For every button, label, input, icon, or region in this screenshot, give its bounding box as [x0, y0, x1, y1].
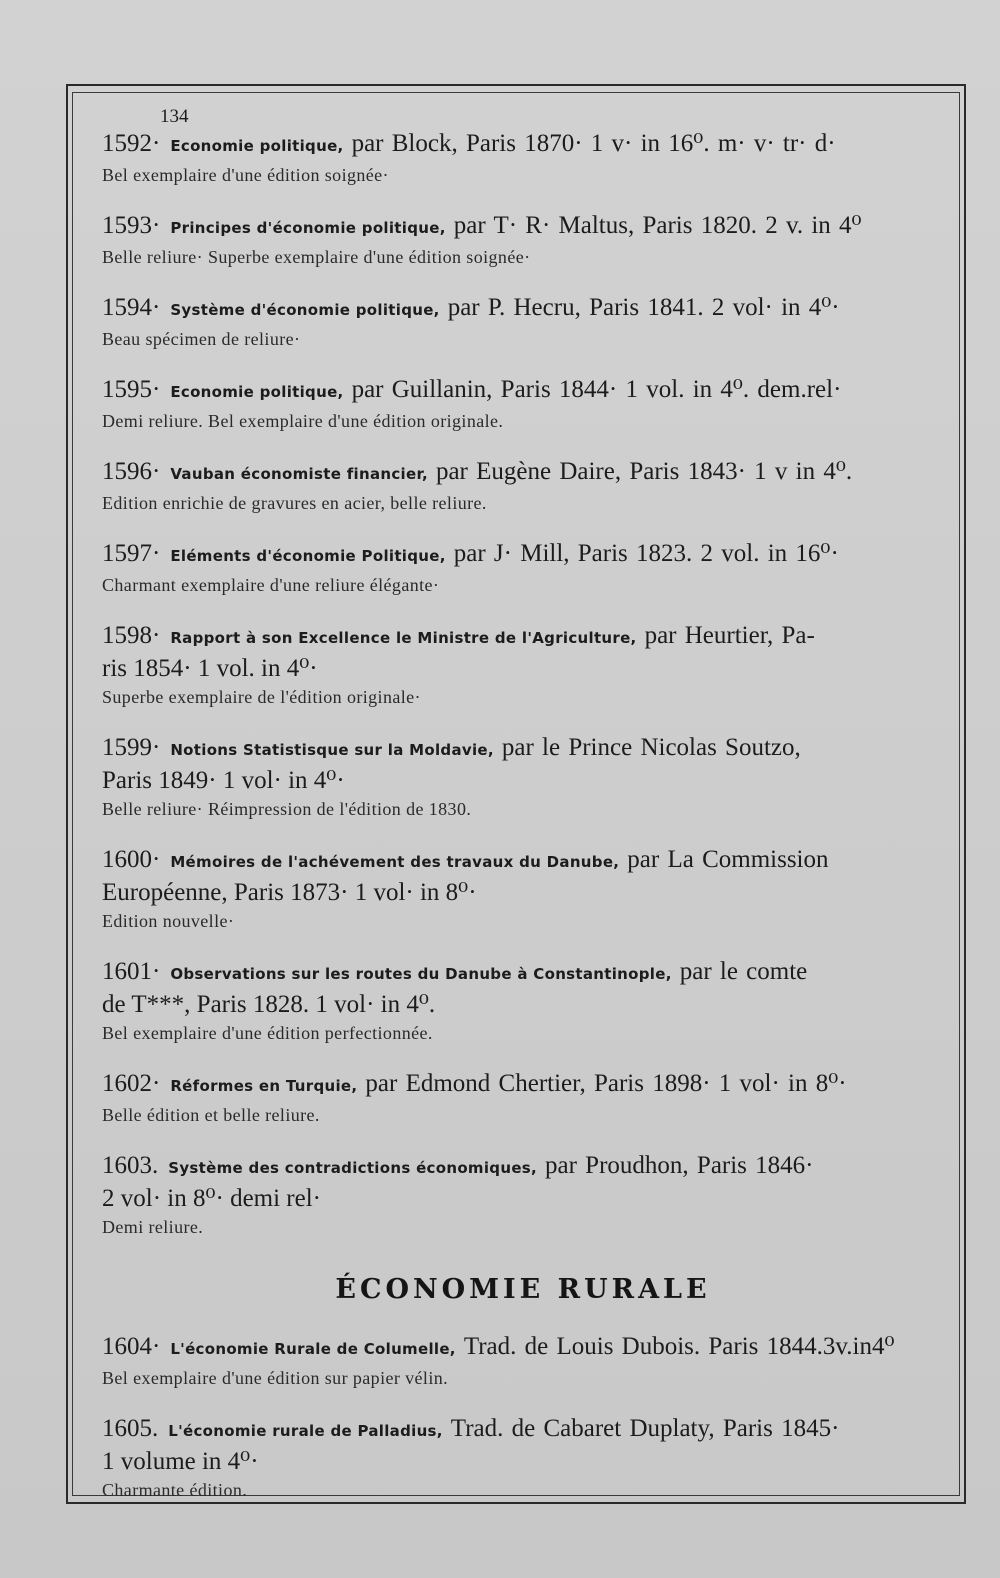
entry-details: par P. Hecru, Paris 1841. 2 vol· in 4⁰· [447, 294, 840, 321]
entry-details: Trad. de Cabaret Duplaty, Paris 1845· [450, 1415, 840, 1442]
catalogue-entry [102, 292, 944, 352]
catalogue-entry [102, 1068, 944, 1128]
catalogue-entry [102, 1331, 944, 1391]
entry-number: 1605. [102, 1415, 159, 1442]
entry-continuation: Paris 1849· 1 vol· in 4⁰· [102, 767, 345, 794]
entry-number: 1604· [102, 1333, 161, 1360]
catalogue-entry [102, 374, 944, 434]
entry-note: Demi reliure. [102, 1217, 204, 1237]
entry-title: Vauban économiste financier, [170, 465, 428, 483]
entry-title: Système d'économie politique, [170, 301, 440, 319]
entry-continuation: 2 vol· in 8⁰· demi rel· [102, 1185, 321, 1212]
entry-number: 1602· [102, 1070, 161, 1097]
entry-continuation: Européenne, Paris 1873· 1 vol· in 8⁰· [102, 879, 477, 906]
entry-note: Edition nouvelle· [102, 911, 235, 931]
entry-number: 1600· [102, 846, 161, 873]
catalogue-entry [102, 1150, 944, 1240]
entry-number: 1592· [102, 130, 161, 157]
entry-title: Principes d'économie politique, [170, 219, 446, 237]
entry-title: Mémoires de l'achévement des travaux du Danube, [170, 853, 620, 871]
entry-note: Bel exemplaire d'une édition perfectionnée. [102, 1023, 433, 1043]
section-heading: ÉCONOMIE RURALE [335, 1274, 711, 1305]
entry-number: 1601· [102, 958, 161, 985]
entry-note: Demi reliure. Bel exemplaire d'une édition originale. [102, 411, 504, 431]
entry-details: par T· R· Maltus, Paris 1820. 2 v. in 4⁰ [453, 212, 862, 239]
entry-number: 1595· [102, 376, 161, 403]
catalogue-entry [102, 956, 944, 1046]
entry-details: par Edmond Chertier, Paris 1898· 1 vol· in 8⁰· [365, 1070, 847, 1097]
entry-title: L'économie Rurale de Columelle, [170, 1340, 456, 1358]
entry-title: Rapport à son Excellence le Ministre de l'Agriculture, [170, 629, 637, 647]
entry-number: 1594· [102, 294, 161, 321]
catalogue-entry [102, 620, 944, 710]
catalogue-entry [102, 456, 944, 516]
page-number: 134 [160, 106, 189, 127]
entry-title: Réformes en Turquie, [170, 1077, 358, 1095]
entry-note: Belle reliure· Réimpression de l'édition de 1830. [102, 799, 472, 819]
entry-note: Bel exemplaire d'une édition soignée· [102, 165, 389, 185]
entry-title: Observations sur les routes du Danube à Constantinople, [170, 965, 672, 983]
entry-title: L'économie rurale de Palladius, [168, 1422, 443, 1440]
entry-details: par Eugène Daire, Paris 1843· 1 v in 4⁰. [435, 458, 853, 485]
catalogue-entry [102, 210, 944, 270]
entry-number: 1596· [102, 458, 161, 485]
entry-details: par le Prince Nicolas Soutzo, [501, 734, 801, 761]
entry-title: Système des contradictions économiques, [168, 1159, 538, 1177]
entry-note: Superbe exemplaire de l'édition originale· [102, 687, 421, 707]
entry-details: par le comte [679, 958, 808, 985]
entry-details: par Guillanin, Paris 1844· 1 vol. in 4⁰. dem.rel· [351, 376, 842, 403]
entry-note: Edition enrichie de gravures en acier, belle reliure. [102, 493, 487, 513]
entry-title: Eléments d'économie Politique, [170, 547, 446, 565]
entry-continuation: 1 volume in 4⁰· [102, 1448, 259, 1475]
entry-note: Belle édition et belle reliure. [102, 1105, 320, 1125]
entry-title: Economie politique, [170, 383, 344, 401]
entry-details: par Block, Paris 1870· 1 v· in 16⁰. m· v· tr· d· [351, 130, 836, 157]
entry-continuation: ris 1854· 1 vol. in 4⁰· [102, 655, 318, 682]
entry-number: 1603. [102, 1152, 159, 1179]
catalogue-entry [102, 128, 944, 188]
entry-note: Charmante édition. [102, 1480, 248, 1500]
entry-title: Notions Statistisque sur la Moldavie, [170, 741, 494, 759]
entry-number: 1598· [102, 622, 161, 649]
catalogue-entry [102, 732, 944, 822]
entry-note: Bel exemplaire d'une édition sur papier vélin. [102, 1368, 449, 1388]
entry-details: Trad. de Louis Dubois. Paris 1844.3v.in4⁰ [463, 1333, 895, 1360]
catalogue-entry [102, 538, 944, 598]
entry-note: Beau spécimen de reliure· [102, 329, 301, 349]
entry-number: 1597· [102, 540, 161, 567]
entry-number: 1599· [102, 734, 161, 761]
entry-details: par Heurtier, Pa- [644, 622, 815, 649]
entry-title: Economie politique, [170, 137, 344, 155]
entry-note: Charmant exemplaire d'une reliure élégante· [102, 575, 440, 595]
entry-list [102, 128, 944, 1525]
entry-note: Belle reliure· Superbe exemplaire d'une édition soignée· [102, 247, 531, 267]
entry-details: par J· Mill, Paris 1823. 2 vol. in 16⁰· [453, 540, 839, 567]
entry-number: 1593· [102, 212, 161, 239]
entry-continuation: de T***, Paris 1828. 1 vol· in 4⁰. [102, 991, 436, 1018]
entry-details: par La Commission [627, 846, 829, 873]
entry-details: par Proudhon, Paris 1846· [545, 1152, 814, 1179]
catalogue-entry [102, 844, 944, 934]
catalogue-entry [102, 1413, 944, 1503]
